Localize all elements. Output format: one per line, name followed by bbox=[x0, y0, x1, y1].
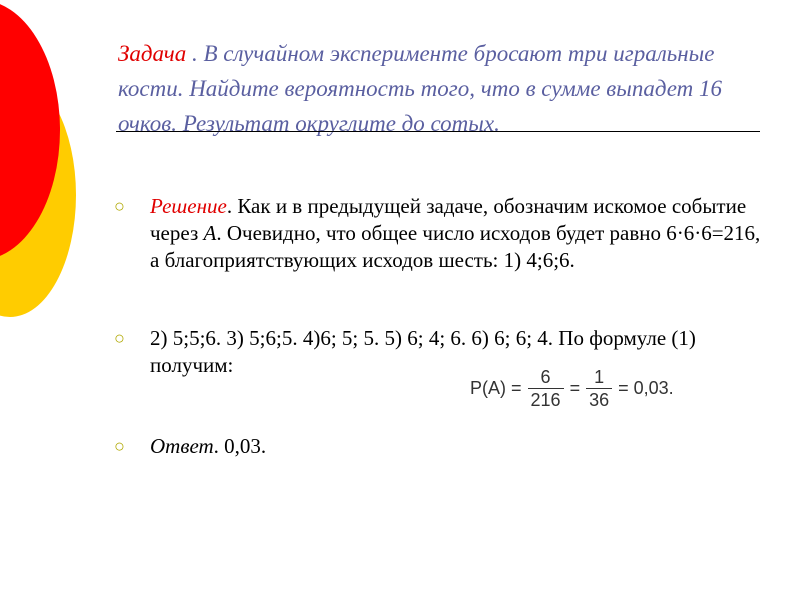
slide-title bbox=[118, 36, 758, 141]
probability-formula bbox=[470, 366, 674, 411]
solution-text-2: . Очевидно, что общее число исходов будет равно 6·6·6=216, а благоприятствующих исходов шесть: 1) 4;6;6. bbox=[150, 221, 761, 272]
title-underline bbox=[116, 131, 760, 132]
formula-lhs: P(A) = bbox=[470, 378, 522, 398]
answer-lead: Ответ bbox=[150, 434, 214, 458]
event-symbol: А bbox=[203, 221, 217, 245]
answer-text: . 0,03. bbox=[213, 434, 267, 458]
fraction-1 bbox=[528, 366, 564, 411]
solution-lead: Решение bbox=[150, 194, 227, 218]
formula-result: = 0,03. bbox=[618, 378, 674, 398]
fraction-2-numerator: 1 bbox=[594, 367, 605, 387]
title-lead: Задача bbox=[118, 41, 187, 66]
bullet-marker-icon: ○ bbox=[114, 436, 125, 456]
outcomes-text: 2) 5;5;6. 3) 5;6;5. 4)6; 5; 5. 5) 6; 4; 6. 6) 6; 6; 4. По формуле (1) получим: bbox=[150, 326, 696, 377]
bullet-marker-icon: ○ bbox=[114, 328, 125, 348]
solution-text-1: . Как и в предыдущей задаче, обозначим искомое событие через bbox=[150, 194, 747, 245]
fraction-1-numerator: 6 bbox=[540, 367, 551, 387]
bullet-solution bbox=[110, 193, 770, 274]
bullet-marker-icon: ○ bbox=[114, 196, 125, 216]
title-text: . В случайном эксперименте бросают три игральные кости. Найдите вероятность того, что в сумме выпадет 16 очков. Результат округлите до сотых. bbox=[118, 41, 723, 136]
formula-equals: = bbox=[569, 378, 581, 398]
fraction-1-denominator: 216 bbox=[530, 390, 561, 410]
fraction-2 bbox=[586, 366, 612, 411]
bullet-answer bbox=[110, 433, 266, 460]
fraction-2-denominator: 36 bbox=[589, 390, 610, 410]
